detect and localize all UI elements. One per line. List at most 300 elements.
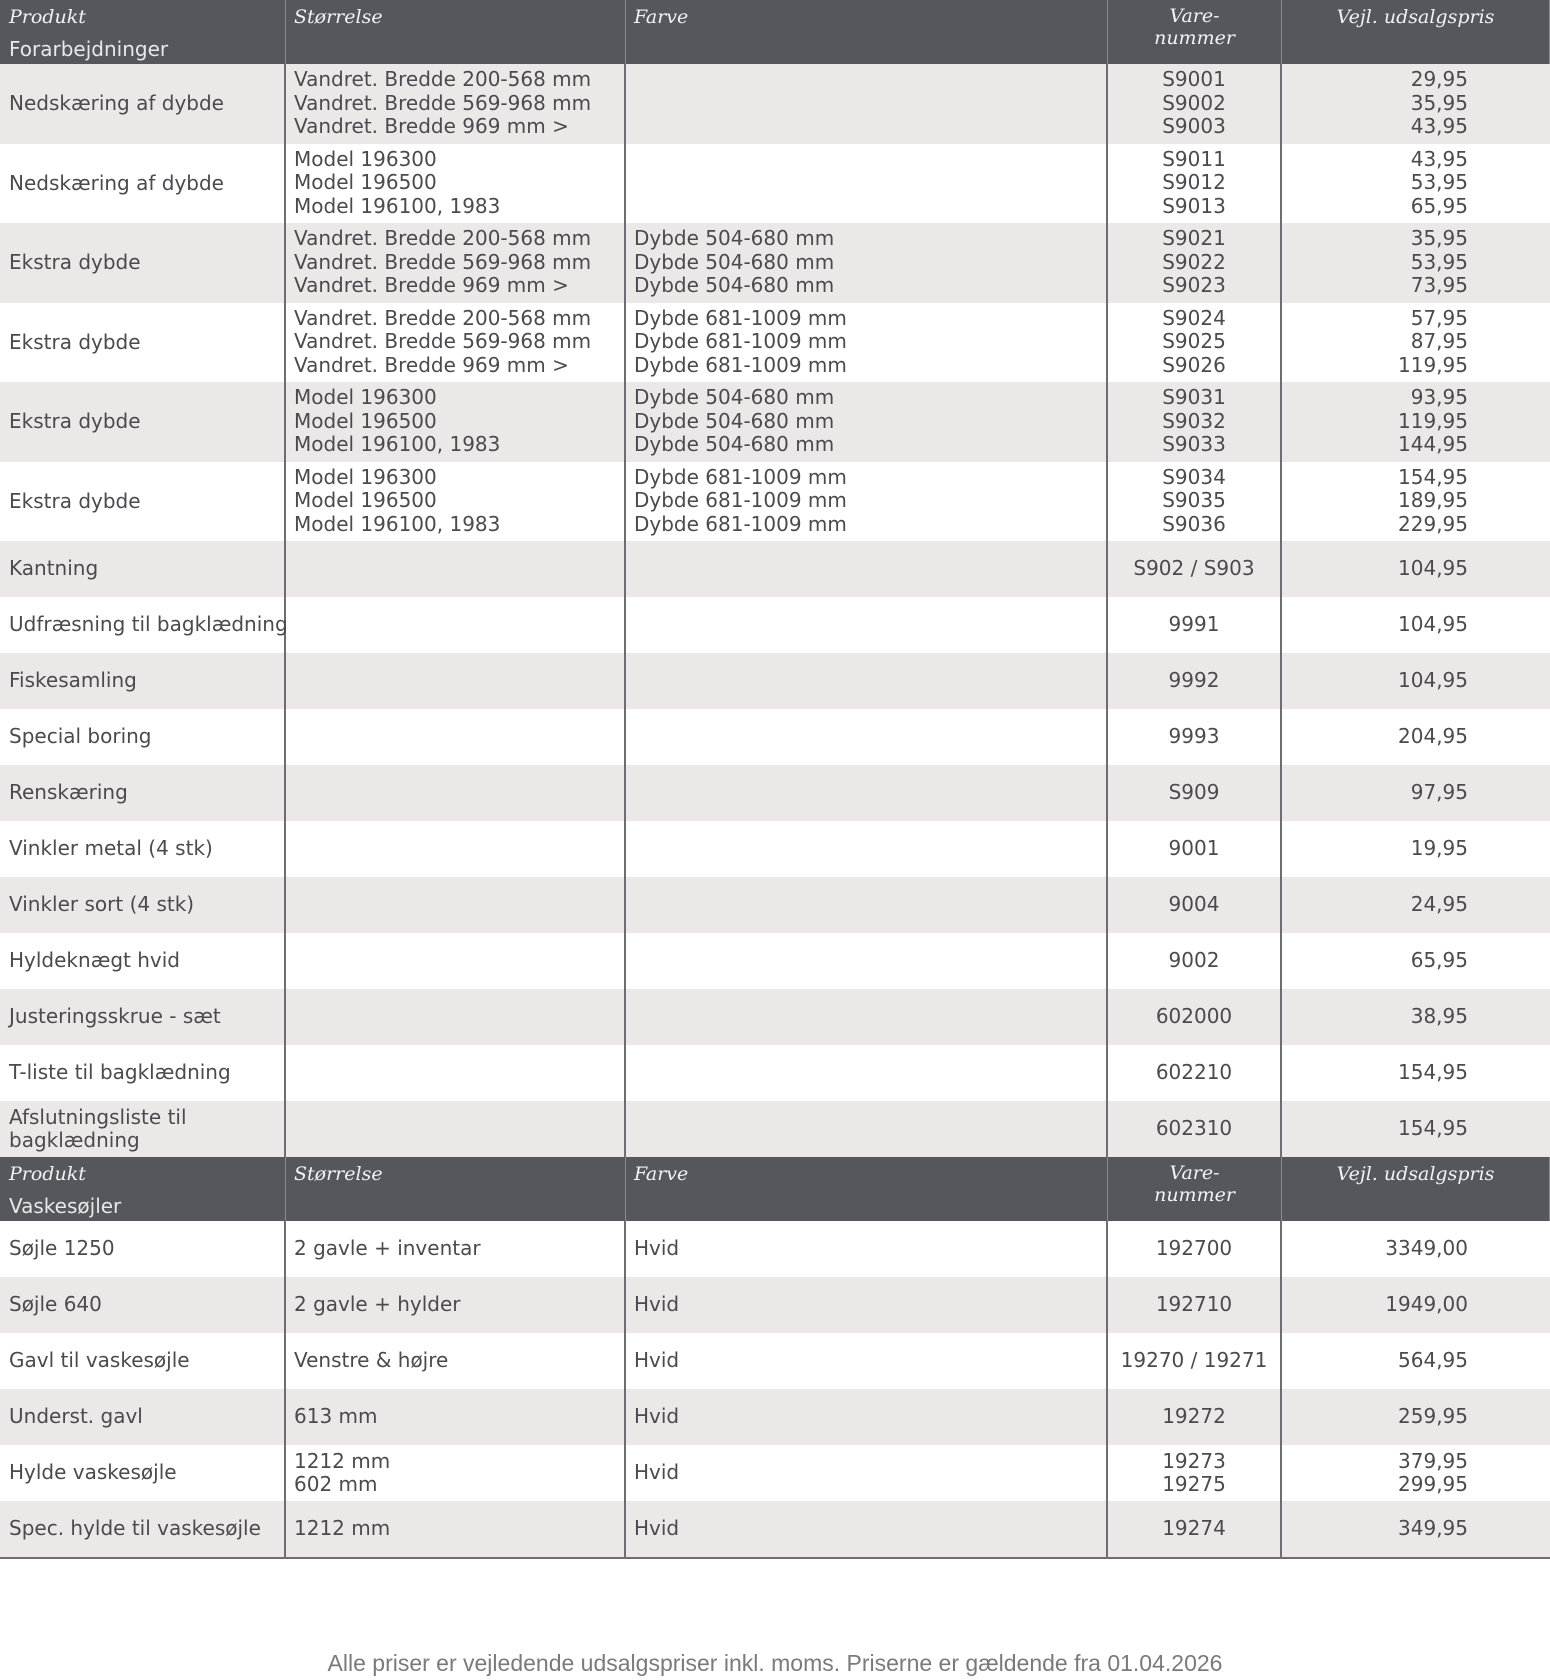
table-row [0,1389,1550,1445]
product-cell [0,64,286,144]
price-text: 104,95 [1398,668,1468,693]
price-cell [1282,382,1550,462]
product-cell [0,541,286,597]
size-cell [286,1445,626,1501]
product-text: Underst. gavl [9,1404,143,1429]
item-number-text: 192700 [1155,1236,1233,1261]
size-cell [286,382,626,462]
header-color: Farve [634,6,689,28]
product-text: Vinkler metal (4 stk) [9,836,213,861]
header-price: Vejl. udsalgspris [1336,6,1495,28]
color-text: Dybde 681-1009 mm [634,352,847,377]
product-cell [0,1221,286,1277]
item-number-text: S9011 [1162,146,1226,171]
price-cell [1282,462,1550,542]
item-number-text: S9026 [1162,352,1226,377]
product-cell [0,1045,286,1101]
color-text: Dybde 504-680 mm [634,432,835,456]
price-cell [1282,1045,1550,1101]
header-product: Produkt [9,6,86,28]
table-row [0,462,1550,542]
size-cell [286,223,626,303]
size-cell [286,303,626,383]
price-cell [1282,1101,1550,1157]
item-number-text: 19275 [1162,1472,1226,1496]
size-text: 613 mm [294,1404,378,1429]
size-text: 1212 mm [294,1448,391,1473]
header-size-cell [286,1157,626,1221]
item-number-text: 602000 [1155,1004,1233,1029]
size-text: Vandret. Bredde 969 mm > [294,273,569,297]
product-cell [0,765,286,821]
product-text: bagklædning [9,1128,140,1152]
size-cell [286,462,626,542]
size-text: Vandret. Bredde 569-968 mm [294,90,592,115]
item-number-cell [1108,541,1282,597]
table-row [0,765,1550,821]
price-cell [1282,541,1550,597]
item-number-text: 19272 [1162,1404,1226,1429]
price-text: 35,95 [1410,226,1468,250]
item-number-text: 19270 / 19271 [1120,1348,1268,1373]
item-number-text: S902 / S903 [1133,556,1255,581]
color-cell [626,541,1108,597]
item-number-cell [1108,144,1282,224]
size-text: Vandret. Bredde 200-568 mm [294,67,592,91]
color-text: Dybde 681-1009 mm [634,511,847,536]
color-text: Dybde 681-1009 mm [634,464,847,489]
size-text: Model 196100, 1983 [294,432,501,456]
price-text: 119,95 [1398,352,1468,377]
product-cell [0,1333,286,1389]
item-number-text: S9024 [1162,305,1226,330]
price-text: 65,95 [1410,193,1468,218]
table-row [0,223,1550,303]
product-cell [0,821,286,877]
item-number-text: 9004 [1168,892,1220,917]
product-text: Fiskesamling [9,668,137,693]
price-text: 43,95 [1410,114,1468,138]
color-text: Dybde 504-680 mm [634,273,835,297]
item-number-text: 9002 [1168,948,1220,973]
item-number-cell [1108,223,1282,303]
color-cell [626,223,1108,303]
color-cell [626,64,1108,144]
color-cell [626,877,1108,933]
item-number-text: S9032 [1162,408,1226,433]
price-cell [1282,597,1550,653]
table-bottom-border [0,1557,1550,1559]
color-cell [626,1333,1108,1389]
header-price-cell [1282,0,1550,64]
price-text: 24,95 [1410,892,1468,917]
header-price: Vejl. udsalgspris [1336,1163,1495,1185]
item-number-text: 19273 [1162,1448,1226,1473]
item-number-text: 9992 [1168,668,1220,693]
price-text: 38,95 [1410,1004,1468,1029]
color-cell [626,989,1108,1045]
item-number-cell [1108,989,1282,1045]
table-row [0,1045,1550,1101]
price-text: 119,95 [1398,408,1468,433]
header-color-cell [626,1157,1108,1221]
price-text: 104,95 [1398,612,1468,637]
color-cell [626,1221,1108,1277]
product-cell [0,1277,286,1333]
table-row [0,597,1550,653]
size-text: 2 gavle + inventar [294,1236,481,1261]
product-cell [0,877,286,933]
footer-note: Alle priser er vejledende udsalgspriser inkl. moms. Priserne er gældende fra 01.04.2026 [327,1650,1223,1676]
item-number-text: S9033 [1162,432,1226,456]
price-text: 349,95 [1398,1516,1468,1541]
product-text: Ekstra dybde [9,250,141,274]
item-number-cell [1108,303,1282,383]
color-cell [626,821,1108,877]
size-cell [286,653,626,709]
price-text: 93,95 [1410,385,1468,409]
table-row [0,382,1550,462]
size-cell [286,1101,626,1157]
item-number-text: S9021 [1162,226,1226,250]
item-number-text: S9036 [1162,511,1226,536]
price-cell [1282,1221,1550,1277]
color-text: Dybde 504-680 mm [634,249,835,274]
item-number-cell [1108,1445,1282,1501]
color-text: Hvid [634,1516,680,1541]
size-cell [286,821,626,877]
table-header-forarbejdninger [0,0,1550,64]
product-text: Søjle 640 [9,1292,102,1317]
product-text: Hyldeknægt hvid [9,948,180,973]
color-text: Dybde 504-680 mm [634,385,835,409]
price-text: 144,95 [1398,432,1468,456]
size-text: Vandret. Bredde 200-568 mm [294,305,592,330]
price-text: 3349,00 [1385,1236,1468,1261]
price-text: 229,95 [1398,511,1468,536]
size-text: Vandret. Bredde 969 mm > [294,114,569,138]
price-text: 154,95 [1398,464,1468,489]
price-cell [1282,303,1550,383]
item-number-text: S9002 [1162,90,1226,115]
item-number-text: 602310 [1155,1116,1233,1141]
size-text: 1212 mm [294,1516,391,1541]
product-cell [0,1501,286,1557]
price-text: 97,95 [1410,780,1468,805]
price-text: 154,95 [1398,1060,1468,1085]
price-text: 53,95 [1410,249,1468,274]
size-cell [286,933,626,989]
item-number-text: S9031 [1162,385,1226,409]
item-number-text: 9991 [1168,612,1220,637]
product-cell [0,144,286,224]
item-number-text: S909 [1168,780,1220,805]
size-cell [286,1045,626,1101]
table-header-vaskesojler [0,1157,1550,1221]
product-text: Spec. hylde til vaskesøjle [9,1516,261,1541]
price-cell [1282,1445,1550,1501]
table-row [0,653,1550,709]
price-cell [1282,1333,1550,1389]
product-text: Renskæring [9,780,128,805]
color-text: Dybde 681-1009 mm [634,329,847,353]
section-title: Vaskesøjler [9,1193,122,1218]
price-text: 65,95 [1410,948,1468,973]
header-item-line2: nummer [1154,27,1235,49]
product-cell [0,1445,286,1501]
table-row [0,1101,1550,1157]
size-cell [286,1277,626,1333]
item-number-text: 602210 [1155,1060,1233,1085]
product-text: Udfræsning til bagklædning [9,612,288,637]
color-text: Dybde 681-1009 mm [634,305,847,330]
color-cell [626,1501,1108,1557]
size-cell [286,1221,626,1277]
price-text: 204,95 [1398,724,1468,749]
item-number-cell [1108,933,1282,989]
item-number-cell [1108,1277,1282,1333]
size-cell [286,1389,626,1445]
price-cell [1282,1389,1550,1445]
price-text: 299,95 [1398,1472,1468,1496]
header-item-cell [1108,1157,1282,1221]
item-number-text: S9035 [1162,488,1226,512]
header-color: Farve [634,1163,689,1185]
product-text: Søjle 1250 [9,1236,115,1261]
table-row [0,933,1550,989]
item-number-cell [1108,1101,1282,1157]
item-number-text: S9013 [1162,193,1226,218]
product-text: Ekstra dybde [9,409,141,433]
table-row [0,1501,1550,1557]
size-text: Model 196100, 1983 [294,511,501,536]
product-text: T-liste til bagklædning [9,1060,231,1085]
size-cell [286,1333,626,1389]
color-cell [626,144,1108,224]
product-text: Justeringsskrue - sæt [9,1004,221,1029]
table-row [0,144,1550,224]
price-text: 19,95 [1410,836,1468,861]
price-cell [1282,223,1550,303]
color-cell [626,1277,1108,1333]
header-product-cell [0,0,286,64]
item-number-cell [1108,821,1282,877]
item-number-cell [1108,877,1282,933]
price-cell [1282,933,1550,989]
item-number-cell [1108,462,1282,542]
price-cell [1282,709,1550,765]
product-text: Nedskæring af dybde [9,91,224,115]
size-cell [286,765,626,821]
item-number-text: 19274 [1162,1516,1226,1541]
size-text: Model 196300 [294,385,437,409]
color-cell [626,653,1108,709]
price-cell [1282,821,1550,877]
color-text: Hvid [634,1348,680,1373]
size-text: Venstre & højre [294,1348,449,1373]
color-text: Hvid [634,1404,680,1429]
product-text: Hylde vaskesøjle [9,1460,177,1485]
color-text: Hvid [634,1292,680,1317]
product-cell [0,709,286,765]
size-text: Model 196100, 1983 [294,193,501,218]
item-number-text: S9025 [1162,329,1226,353]
table-row [0,821,1550,877]
product-cell [0,223,286,303]
price-text: 379,95 [1398,1448,1468,1473]
item-number-cell [1108,1389,1282,1445]
item-number-text: 9993 [1168,724,1220,749]
price-text: 259,95 [1398,1404,1468,1429]
color-text: Hvid [634,1460,680,1485]
price-cell [1282,765,1550,821]
table-row [0,1221,1550,1277]
color-cell [626,382,1108,462]
price-text: 35,95 [1410,90,1468,115]
color-cell [626,709,1108,765]
table-row [0,1333,1550,1389]
header-size: Størrelse [294,1163,383,1185]
product-cell [0,933,286,989]
item-number-text: S9022 [1162,249,1226,274]
size-text: Model 196300 [294,464,437,489]
price-text: 154,95 [1398,1116,1468,1141]
price-text: 43,95 [1410,146,1468,171]
table-row [0,64,1550,144]
header-price-cell [1282,1157,1550,1221]
size-text: Model 196300 [294,146,437,171]
size-text: Vandret. Bredde 569-968 mm [294,329,592,353]
item-number-cell [1108,765,1282,821]
header-item-cell [1108,0,1282,64]
table-row [0,989,1550,1045]
header-item-line2: nummer [1154,1184,1235,1206]
product-text: Ekstra dybde [9,488,141,513]
price-cell [1282,144,1550,224]
product-text: Gavl til vaskesøjle [9,1348,190,1373]
size-text: Model 196500 [294,488,437,512]
header-item-line1: Vare- [1169,5,1220,27]
color-cell [626,1445,1108,1501]
price-text: 104,95 [1398,556,1468,581]
product-cell [0,597,286,653]
table-row [0,709,1550,765]
size-cell [286,64,626,144]
product-cell [0,1101,286,1157]
item-number-cell [1108,1221,1282,1277]
item-number-cell [1108,597,1282,653]
price-text: 564,95 [1398,1348,1468,1373]
price-text: 29,95 [1410,67,1468,91]
header-product-cell [0,1157,286,1221]
item-number-cell [1108,1045,1282,1101]
item-number-text: S9003 [1162,114,1226,138]
product-text: Afslutningsliste til [9,1104,187,1129]
item-number-text: S9001 [1162,67,1226,91]
size-text: 2 gavle + hylder [294,1292,461,1317]
table-row [0,877,1550,933]
price-text: 53,95 [1410,170,1468,194]
product-text: Nedskæring af dybde [9,170,224,195]
color-cell [626,1389,1108,1445]
size-text: Vandret. Bredde 969 mm > [294,352,569,377]
product-text: Ekstra dybde [9,329,141,354]
table-row [0,1277,1550,1333]
header-item-line1: Vare- [1169,1162,1220,1184]
header-size: Størrelse [294,6,383,28]
product-cell [0,1389,286,1445]
item-number-text: 192710 [1155,1292,1233,1317]
price-text: 73,95 [1410,273,1468,297]
size-cell [286,1501,626,1557]
size-cell [286,541,626,597]
product-cell [0,989,286,1045]
size-cell [286,597,626,653]
item-number-cell [1108,709,1282,765]
color-cell [626,765,1108,821]
price-cell [1282,989,1550,1045]
item-number-cell [1108,653,1282,709]
table-row [0,541,1550,597]
color-cell [626,462,1108,542]
table-row [0,303,1550,383]
price-cell [1282,877,1550,933]
header-product: Produkt [9,1163,86,1185]
product-text: Special boring [9,724,152,749]
item-number-text: S9012 [1162,170,1226,194]
price-text: 1949,00 [1385,1292,1468,1317]
forarbejdninger-rows [0,64,1550,1157]
price-text: 87,95 [1410,329,1468,353]
color-text: Dybde 504-680 mm [634,226,835,250]
price-cell [1282,1501,1550,1557]
color-cell [626,933,1108,989]
item-number-text: S9023 [1162,273,1226,297]
price-text: 57,95 [1410,305,1468,330]
size-cell [286,144,626,224]
product-cell [0,653,286,709]
product-cell [0,462,286,542]
product-cell [0,303,286,383]
color-cell [626,1045,1108,1101]
price-cell [1282,1277,1550,1333]
header-color-cell [626,0,1108,64]
color-text: Hvid [634,1236,680,1261]
item-number-text: S9034 [1162,464,1226,489]
size-text: Model 196500 [294,408,437,433]
size-cell [286,877,626,933]
size-text: Vandret. Bredde 200-568 mm [294,226,592,250]
size-cell [286,709,626,765]
size-cell [286,989,626,1045]
vaskesojler-rows [0,1221,1550,1557]
size-text: Model 196500 [294,170,437,194]
item-number-cell [1108,1333,1282,1389]
color-cell [626,597,1108,653]
section-title: Forarbejdninger [9,36,169,61]
price-cell [1282,64,1550,144]
color-cell [626,303,1108,383]
size-text: 602 mm [294,1472,378,1496]
item-number-cell [1108,382,1282,462]
product-cell [0,382,286,462]
color-text: Dybde 681-1009 mm [634,488,847,512]
size-text: Vandret. Bredde 569-968 mm [294,249,592,274]
color-text: Dybde 504-680 mm [634,408,835,433]
item-number-text: 9001 [1168,836,1220,861]
item-number-cell [1108,64,1282,144]
color-cell [626,1101,1108,1157]
